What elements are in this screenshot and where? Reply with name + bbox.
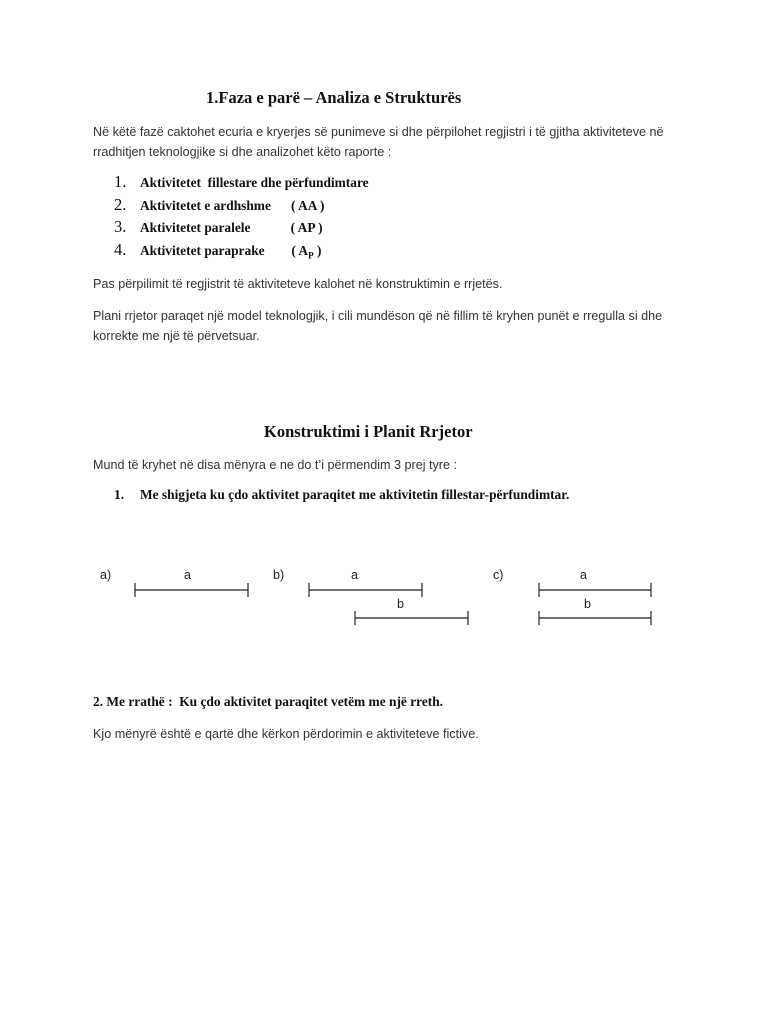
list-text-tail: ) xyxy=(313,242,322,258)
list-text: Aktivitetet fillestare dhe përfundimtare xyxy=(140,175,369,190)
list-item xyxy=(114,240,564,263)
method-circles: 2. Me rrathë : Ku çdo aktivitet paraqitet vetëm me një rreth. xyxy=(93,694,444,709)
intro-paragraph: Në këtë fazë caktohet ecuria e kryerjes së punimeve si dhe përpilohet regjistri i të gjitha aktiviteteve në rradhitjen teknologjike si dhe analizohet këto raporte : xyxy=(93,125,664,159)
diagram-label: a xyxy=(351,568,358,582)
list-item xyxy=(114,195,564,218)
list-item xyxy=(114,217,564,240)
list-text xyxy=(140,243,321,261)
method-text: Me shigjeta ku çdo aktivitet paraqitet me aktivitetin fillestar-përfundimtar. xyxy=(140,487,570,502)
method-arrows xyxy=(114,487,569,503)
section-title-analiza: 1.Faza e parë – Analiza e Strukturës xyxy=(206,88,462,107)
list-text-main: Aktivitetet paraprake ( A xyxy=(140,242,309,258)
list-text: Aktivitetet paralele ( AP ) xyxy=(140,220,323,235)
list-number: 1. xyxy=(114,172,127,191)
list-text: Aktivitetet e ardhshme ( AA ) xyxy=(140,197,325,213)
list-item xyxy=(114,172,564,195)
arrow-diagram xyxy=(90,560,670,640)
diagram-label: a xyxy=(580,568,587,582)
diagram-tag-a: a) xyxy=(100,568,112,582)
paragraph-registry: Pas përpilimit të regjistrit të aktiviteteve kalohet në konstruktimin e rrjetës. xyxy=(93,277,503,291)
section-title-konstruktimi: Konstruktimi i Planit Rrjetor xyxy=(264,422,473,441)
paragraph-network-plan: Plani rrjetor paraqet një model teknologjik, i cili mundëson që në fillim të kryhen punët e rregulla si dhe korrekte me një të përvetsuar. xyxy=(93,309,663,343)
list-text-subscript: P xyxy=(308,250,314,261)
list-number: 4. xyxy=(114,239,127,259)
diagram-label: b xyxy=(397,597,404,611)
section2-intro: Mund të kryhet në disa mënyra e ne do t’i përmendim 3 prej tyre : xyxy=(93,458,457,472)
diagram-label: b xyxy=(584,597,591,611)
paragraph-fictive: Kjo mënyrë është e qartë dhe kërkon përdorimin e aktiviteteve fictive. xyxy=(93,727,479,741)
list-number: 3. xyxy=(114,217,127,236)
diagram-tag-c: c) xyxy=(493,568,504,582)
activity-list xyxy=(114,172,564,262)
list-number: 2. xyxy=(114,194,127,214)
method-number: 1. xyxy=(114,487,125,502)
diagram-label: a xyxy=(184,568,191,582)
diagram-tag-b: b) xyxy=(273,568,285,582)
